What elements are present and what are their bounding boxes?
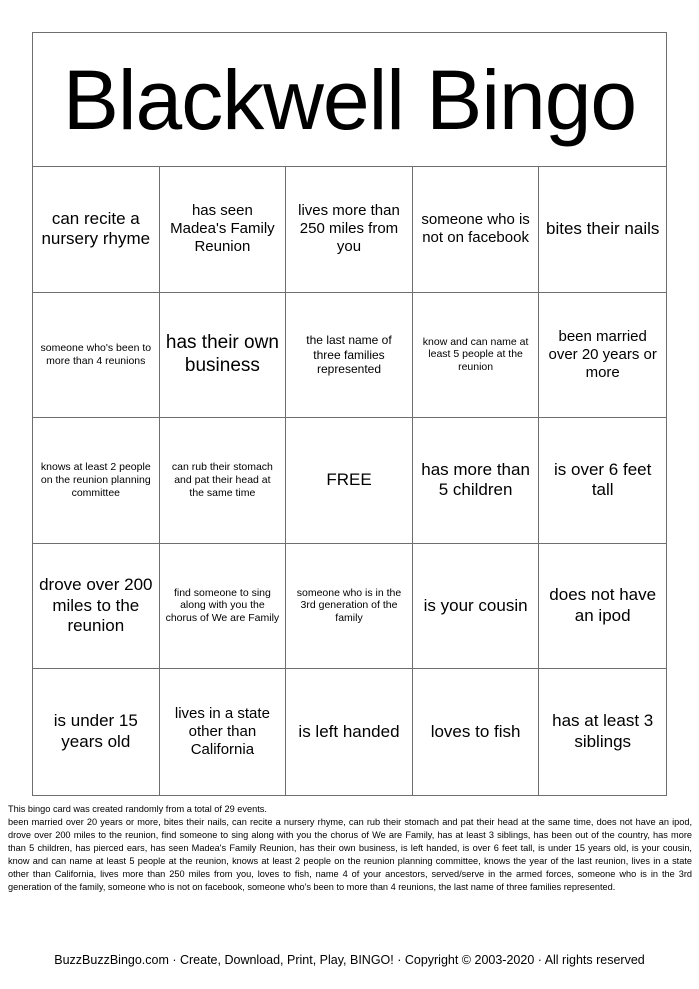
- bingo-cell[interactable]: [160, 167, 287, 293]
- bingo-cell-label: can recite a nursery rhyme: [41, 208, 151, 249]
- card-title-band: [33, 33, 666, 167]
- footnote-lead: This bingo card was created randomly from a total of 29 events.: [8, 804, 267, 814]
- bingo-cell[interactable]: [286, 293, 413, 419]
- footnote: [8, 803, 692, 894]
- bingo-cell[interactable]: [413, 669, 540, 795]
- bingo-card: [32, 32, 667, 796]
- bingo-cell-label: is left handed: [298, 721, 400, 741]
- bingo-cell[interactable]: [160, 544, 287, 670]
- footnote-event-list: been married over 20 years or more, bites their nails, can recite a nursery rhyme, can rub their stomach and pat their head at the same time, does not have an ipod, drove over 200 miles to the reunion, find someone to sing along with you the chorus of We are Family, has at least 3 siblings, has been out of the country, has more than 5 children, has pierced ears, has seen Madea's Family Reunion, has their own business, is left handed, is over 6 feet tall, is under 15 years old, is your cousin, know and can name at least 5 people at the reunion, knows at least 2 people on the reunion planning committee, knows the year of the last reunion, lives in a state other than California, lives more than 250 miles from you, loves to fish, name 4 of your ancestors, served/serve in the armed forces, someone who is in the 3rd generation of the family, someone who is not on facebook, someone who's been to more than 4 reunions, the last name of three families represented.: [8, 817, 692, 893]
- bingo-cell[interactable]: [33, 544, 160, 670]
- bingo-cell-label: does not have an ipod: [549, 585, 657, 625]
- bingo-cell[interactable]: [413, 418, 540, 544]
- bingo-cell[interactable]: [33, 167, 160, 293]
- bingo-cell-label: has their own business: [165, 331, 279, 376]
- bingo-cell-label: lives more than 250 miles from you: [298, 202, 400, 256]
- bingo-cell[interactable]: [413, 167, 540, 293]
- bingo-cell-label: the last name of three families represented: [306, 333, 392, 376]
- bingo-cell-label: has seen Madea's Family Reunion: [170, 202, 275, 256]
- footer-credit: BuzzBuzzBingo.com · Create, Download, Print, Play, BINGO! · Copyright © 2003-2020 · All rights reserved: [54, 953, 645, 967]
- bingo-cell[interactable]: [539, 167, 666, 293]
- bingo-cell[interactable]: [286, 669, 413, 795]
- bingo-cell-label: know and can name at least 5 people at the reunion: [422, 335, 529, 374]
- bingo-cell[interactable]: [539, 544, 666, 670]
- bingo-cell-label: someone who's been to more than 4 reunions: [40, 342, 152, 367]
- bingo-cell-label: been married over 20 years or more: [548, 327, 657, 381]
- bingo-cell-label: has at least 3 siblings: [552, 711, 654, 751]
- bingo-cell[interactable]: [286, 544, 413, 670]
- bingo-cell[interactable]: [33, 418, 160, 544]
- bingo-cell[interactable]: [539, 669, 666, 795]
- bingo-cell[interactable]: [413, 544, 540, 670]
- bingo-cell-label: FREE: [326, 470, 372, 490]
- bingo-cell-label: drove over 200 miles to the reunion: [39, 575, 153, 635]
- bingo-cell-label: lives in a state other than California: [174, 704, 270, 758]
- bingo-cell[interactable]: [160, 418, 287, 544]
- bingo-cell-label: is your cousin: [423, 595, 528, 615]
- bingo-cell[interactable]: [33, 293, 160, 419]
- bingo-cell-label: someone who is not on facebook: [421, 211, 530, 247]
- bingo-cell[interactable]: [413, 293, 540, 419]
- bingo-cell-label: has more than 5 children: [421, 459, 530, 500]
- bingo-cell[interactable]: [160, 669, 287, 795]
- bingo-cell[interactable]: [539, 418, 666, 544]
- bingo-cell-label: is under 15 years old: [53, 711, 138, 751]
- bingo-cell[interactable]: [33, 669, 160, 795]
- bingo-cell-label: someone who is in the 3rd generation of the family: [296, 586, 402, 625]
- bingo-cell-label: find someone to sing along with you the chorus of We are Family: [165, 586, 280, 625]
- bingo-cell-label: bites their nails: [545, 219, 660, 239]
- bingo-cell-label: is over 6 feet tall: [554, 459, 652, 500]
- bingo-cell[interactable]: [286, 167, 413, 293]
- bingo-cell-free[interactable]: [286, 418, 413, 544]
- bingo-cell-label: loves to fish: [430, 721, 521, 741]
- page-title: Blackwell Bingo: [62, 52, 637, 147]
- bingo-cell-label: can rub their stomach and pat their head at the same time: [171, 461, 273, 499]
- bingo-cell[interactable]: [539, 293, 666, 419]
- bingo-grid: [33, 167, 666, 795]
- bingo-cell-label: knows at least 2 people on the reunion planning committee: [40, 461, 151, 499]
- bingo-cell[interactable]: [160, 293, 287, 419]
